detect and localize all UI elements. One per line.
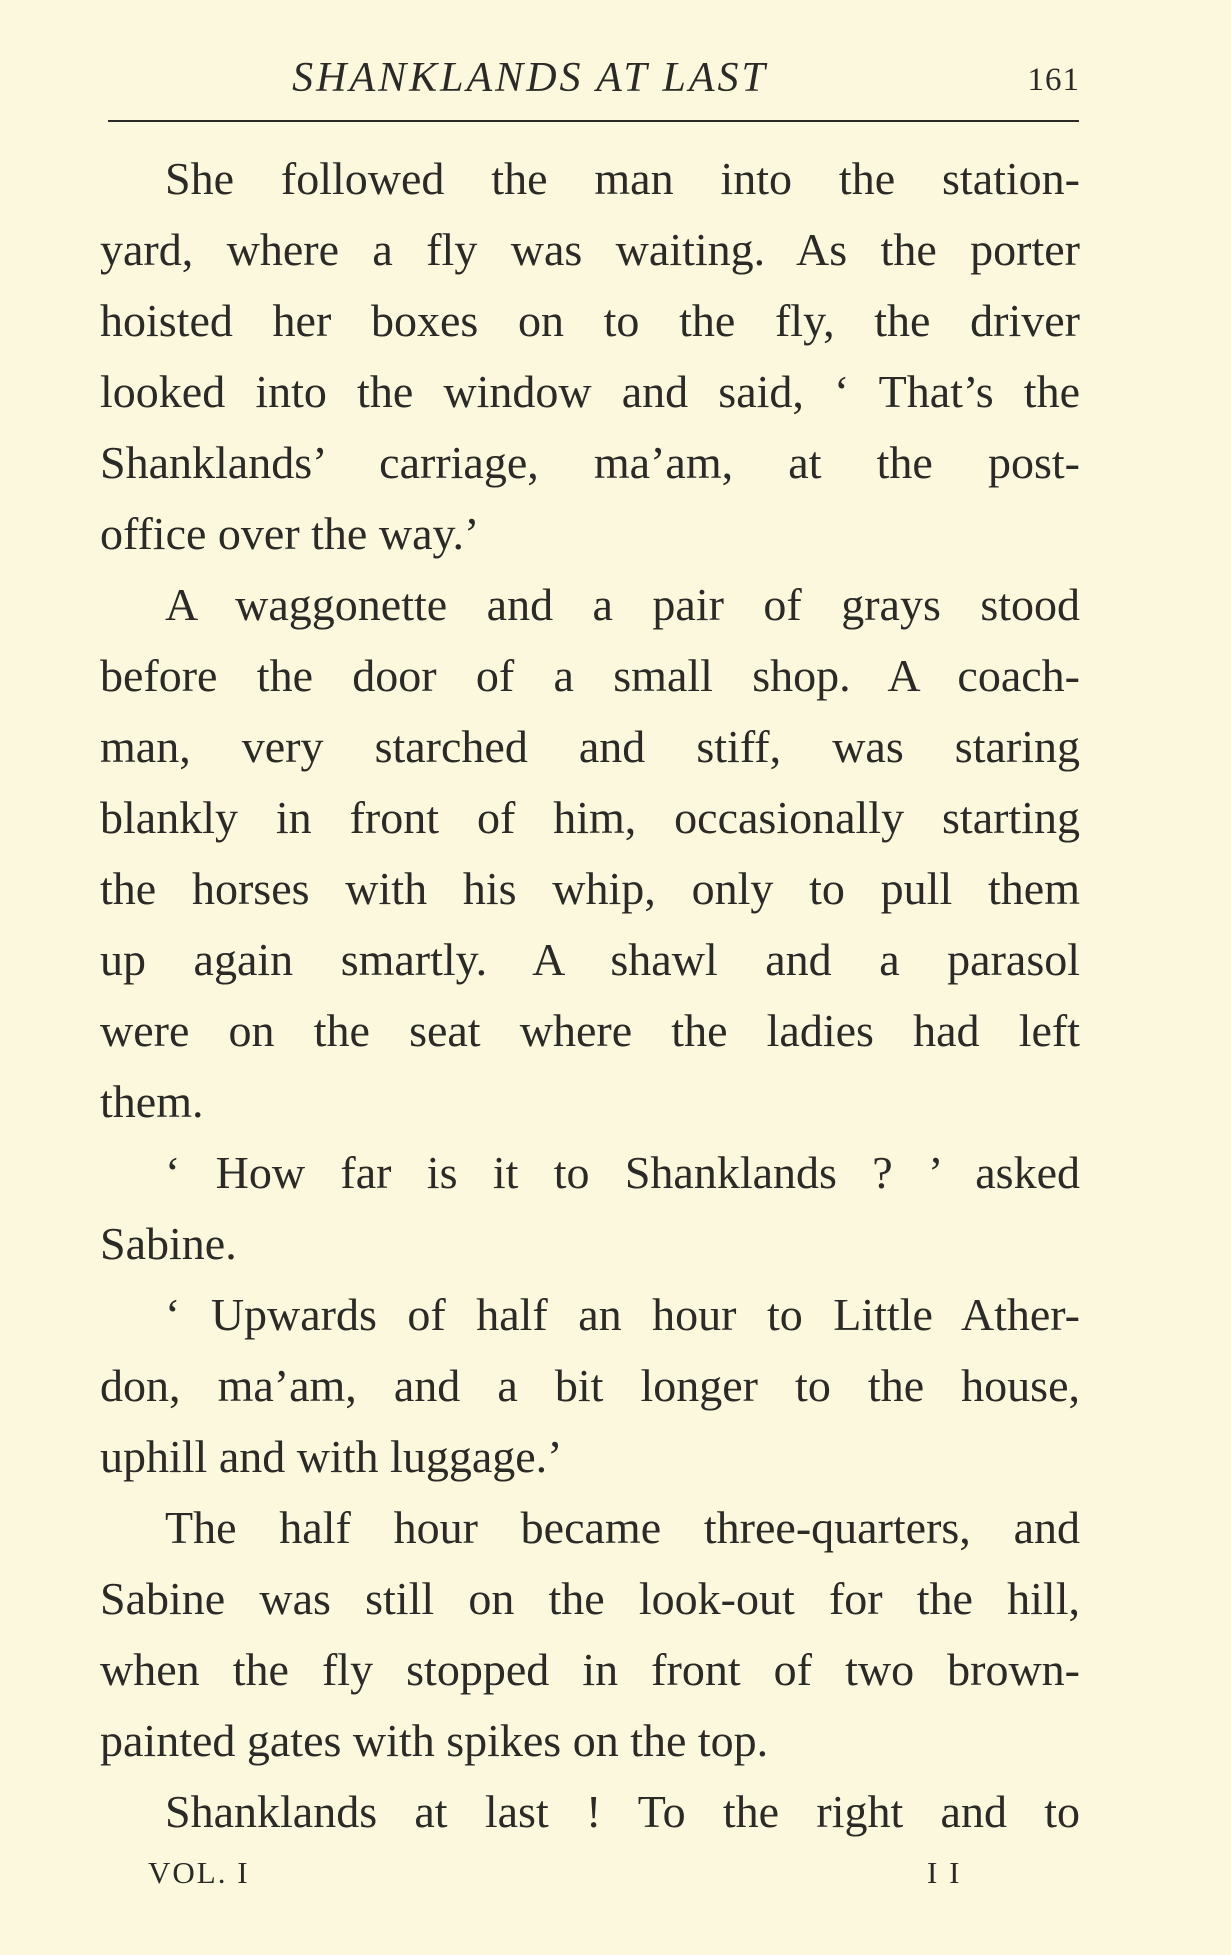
- text-line: She followed the man into the station-: [165, 153, 1080, 204]
- signature-line: [0, 1855, 1231, 1905]
- signature-mark: I I: [927, 1855, 962, 1890]
- text-line: up again smartly. A shawl and a parasol: [100, 934, 1080, 985]
- text-line: before the door of a small shop. A coach-: [100, 650, 1080, 701]
- text-line: Sabine was still on the look-out for the hill,: [100, 1573, 1080, 1624]
- text-line: when the fly stopped in front of two brown-: [100, 1644, 1080, 1695]
- text-line: Sabine.: [100, 1218, 237, 1269]
- volume-label: VOL. I: [148, 1855, 250, 1890]
- text-line: don, ma’am, and a bit longer to the house,: [100, 1360, 1080, 1411]
- text-line: them.: [100, 1076, 204, 1127]
- text-line: hoisted her boxes on to the fly, the driver: [100, 295, 1080, 346]
- text-line: Shanklands’ carriage, ma’am, at the post-: [100, 437, 1080, 488]
- text-line: uphill and with luggage.’: [100, 1431, 563, 1482]
- text-line: A waggonette and a pair of grays stood: [165, 579, 1080, 630]
- text-line: looked into the window and said, ‘ That’s the: [100, 366, 1080, 417]
- text-line: office over the way.’: [100, 508, 480, 559]
- text-line: were on the seat where the ladies had left: [100, 1005, 1080, 1056]
- text-line: man, very starched and stiff, was staring: [100, 721, 1080, 772]
- text-line: painted gates with spikes on the top.: [100, 1715, 769, 1766]
- running-head: [100, 48, 1080, 108]
- header-rule: [108, 120, 1079, 122]
- text-line: the horses with his whip, only to pull them: [100, 863, 1080, 914]
- text-line: ‘ How far is it to Shanklands ? ’ asked: [165, 1147, 1080, 1198]
- text-line: ‘ Upwards of half an hour to Little Ather-: [165, 1289, 1080, 1340]
- body-text: [100, 143, 1080, 1847]
- text-line: Shanklands at last ! To the right and to: [165, 1786, 1080, 1837]
- text-line: blankly in front of him, occasionally starting: [100, 792, 1080, 843]
- running-title: SHANKLANDS AT LAST: [292, 55, 768, 101]
- page-number: 161: [1027, 62, 1080, 98]
- text-line: yard, where a fly was waiting. As the porter: [100, 224, 1080, 275]
- text-line: The half hour became three-quarters, and: [165, 1502, 1080, 1553]
